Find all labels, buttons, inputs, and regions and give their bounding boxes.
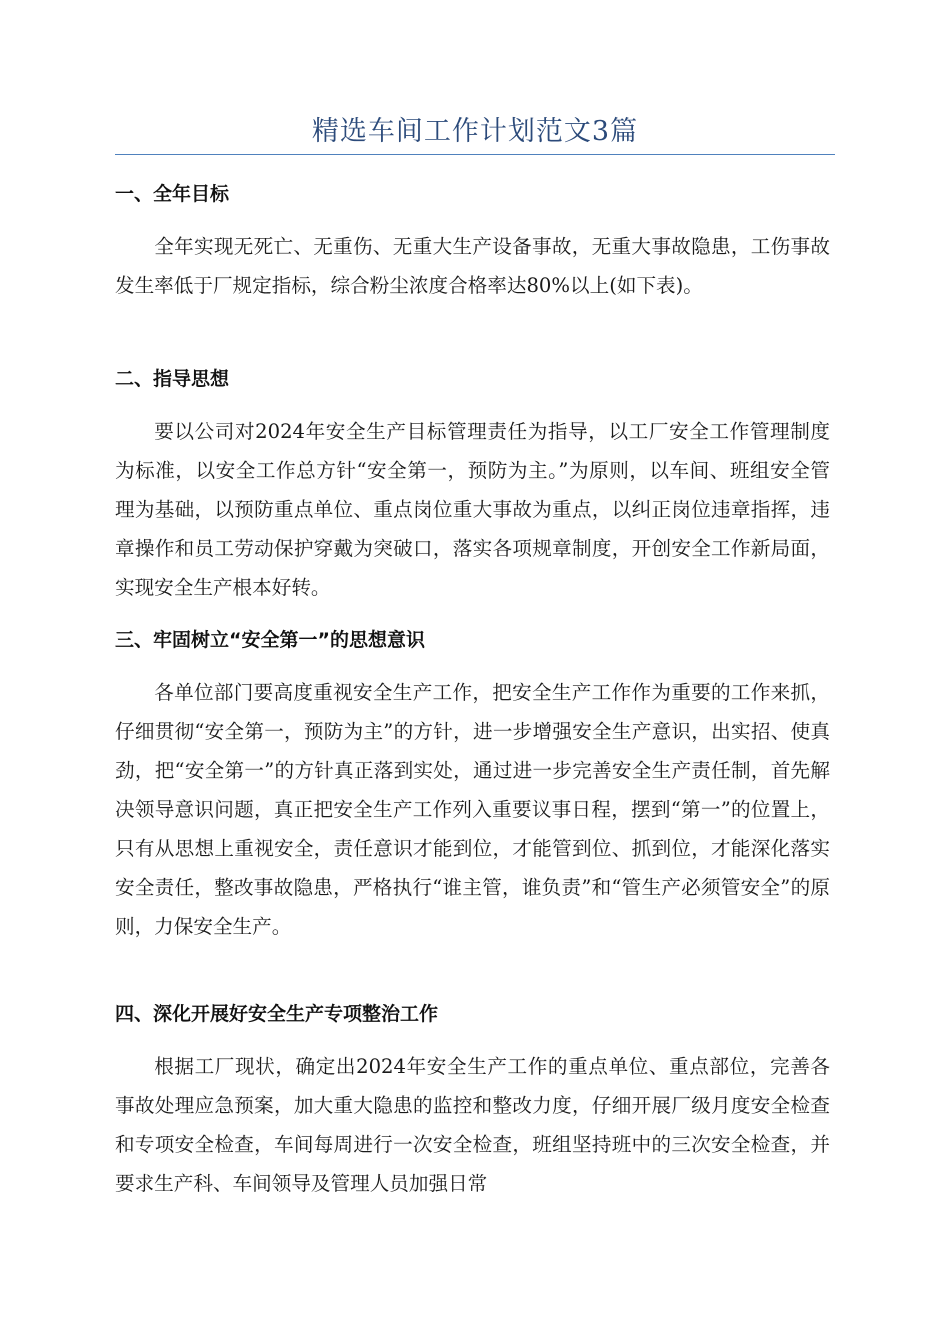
document-title: 精选车间工作计划范文3篇 — [311, 116, 639, 147]
section-heading-1: 一、全年目标 — [115, 183, 230, 205]
section-body-4: 根据工厂现状，确定出2024年安全生产工作的重点单位、重点部位，完善各事故处理应急预案，加大重大隐患的监控和整改力度，仔细开展厂级月度安全检查和专项安全检查，车间每周进行一次安全检查，班组坚持班中的三次安全检查，并要求生产科、车间领导及管理人员加强日常 — [115, 1055, 830, 1195]
section-body-1: 全年实现无死亡、无重伤、无重大生产设备事故，无重大事故隐患，工伤事故发生率低于厂规定指标，综合粉尘浓度合格率达80%以上(如下表)。 — [115, 235, 830, 297]
section-body-3: 各单位部门要高度重视安全生产工作，把安全生产工作作为重要的工作来抓，仔细贯彻“安全第一，预防为主”的方针，进一步增强安全生产意识，出实招、使真劲，把“安全第一”的方针真正落到实处，通过进一步完善安全生产责任制，首先解决领导意识问题，真正把安全生产工作列入重要议事日程，摆到“第一”的位置上，只有从思想上重视安全，责任意识才能到位，才能管到位、抓到位，才能深化落实安全责任，整改事故隐患，严格执行“谁主管，谁负责”和“管生产必须管安全”的原则，力保安全生产。 — [115, 681, 830, 938]
section-heading-2: 二、指导思想 — [115, 368, 230, 390]
section-heading-4: 四、深化开展好安全生产专项整治工作 — [115, 1003, 439, 1025]
section-body-2: 要以公司对2024年安全生产目标管理责任为指导，以工厂安全工作管理制度为标准，以安全工作总方针“安全第一，预防为主。”为原则，以车间、班组安全管理为基础，以预防重点单位、重点岗位重大事故为重点，以纠正岗位违章指挥，违章操作和员工劳动保护穿戴为突破口，落实各项规章制度，开创安全工作新局面，实现安全生产根本好转。 — [115, 420, 830, 599]
section-heading-3: 三、牢固树立“安全第一”的思想意识 — [115, 629, 425, 651]
title-underline — [115, 154, 835, 155]
